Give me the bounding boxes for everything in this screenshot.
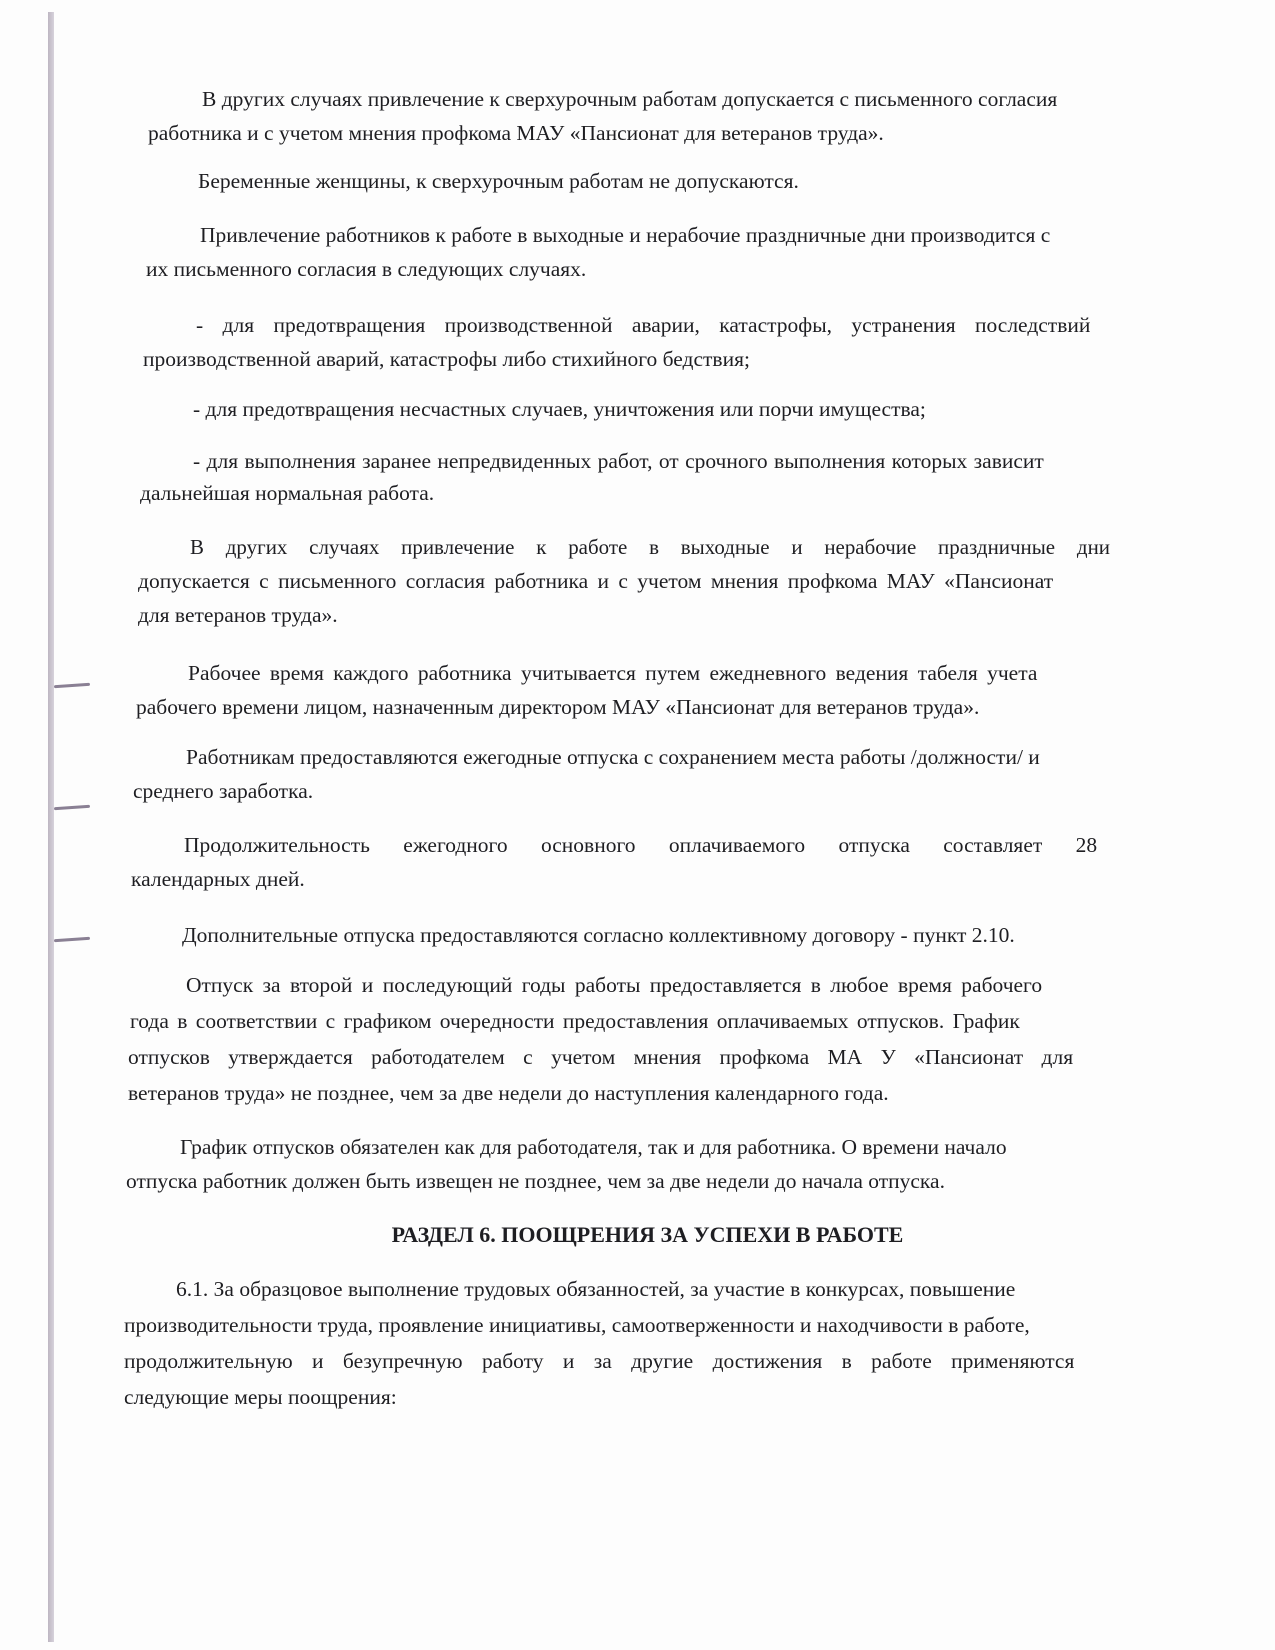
text-line: следующие меры поощрения:	[124, 1385, 397, 1409]
text-line: Беременные женщины, к сверхурочным работам не допускаются.	[198, 169, 799, 193]
text-line: производственной аварий, катастрофы либо стихийного бедствия;	[143, 347, 750, 371]
text-line: Отпуск за второй и последующий годы работы предоставляется в любое время рабочего	[186, 973, 1043, 997]
text-line: продолжительную и безупречную работу и за другие достижения в работе применяются	[124, 1349, 1075, 1373]
text-line: отпусков утверждается работодателем с учетом мнения профкома МА У «Пансионат для	[128, 1045, 1074, 1069]
text-line: среднего заработка.	[133, 779, 314, 803]
text-line: производительности труда, проявление инициативы, самоотверженности и находчивости в работе,	[124, 1313, 1030, 1337]
section-heading: РАЗДЕЛ 6. ПООЩРЕНИЯ ЗА УСПЕХИ В РАБОТЕ	[391, 1222, 904, 1247]
text-line: 6.1. За образцовое выполнение трудовых обязанностей, за участие в конкурсах, повышение	[176, 1277, 1016, 1301]
text-line: отпуска работник должен быть извещен не позднее, чем за две недели до начала отпуска.	[126, 1169, 945, 1193]
text-line: В других случаях привлечение к работе в выходные и нерабочие праздничные дни	[190, 535, 1110, 559]
line-text: В других случаях привлечение к сверхурочным работам допускается с письменного согласия	[202, 87, 1058, 111]
text-line: допускается с письменного согласия работника и с учетом мнения профкома МАУ «Пансионат	[138, 569, 1054, 593]
text-line: года в соответствии с графиком очередности предоставления оплачиваемых отпусков. График	[130, 1009, 1020, 1033]
text-line: Привлечение работников к работе в выходные и нерабочие праздничные дни производится с	[200, 223, 1051, 247]
text-line: Рабочее время каждого работника учитывается путем ежедневного ведения табеля учета	[188, 661, 1038, 685]
staple-mark	[54, 937, 90, 943]
staple-mark	[54, 805, 90, 811]
text-line: календарных дней.	[131, 867, 305, 891]
text-line: - для выполнения заранее непредвиденных работ, от срочного выполнения которых зависит	[193, 449, 1044, 473]
binding-edge	[48, 12, 54, 1642]
text-line: - для предотвращения несчастных случаев, уничтожения или порчи имущества;	[193, 397, 926, 421]
text-line: для ветеранов труда».	[138, 603, 338, 627]
text-line: их письменного согласия в следующих случаях.	[146, 257, 587, 281]
text-line	[150, 86, 1105, 112]
text-line: работника и с учетом мнения профкома МАУ «Пансионат для ветеранов труда».	[148, 121, 884, 145]
text-line: Работникам предоставляются ежегодные отпуска с сохранением места работы /должности/ и	[186, 745, 1040, 769]
text-line: Продолжительность ежегодного основного оплачиваемого отпуска составляет 28	[184, 833, 1098, 857]
text-line: Дополнительные отпуска предоставляются согласно коллективному договору - пункт 2.10.	[182, 923, 1015, 947]
text-line: рабочего времени лицом, назначенным директором МАУ «Пансионат для ветеранов труда».	[136, 695, 980, 719]
staple-mark	[54, 683, 90, 689]
text-line: График отпусков обязателен как для работодателя, так и для работника. О времени начало	[180, 1135, 1007, 1159]
text-line: ветеранов труда» не позднее, чем за две недели до наступления календарного года.	[128, 1081, 889, 1105]
text-line: - для предотвращения производственной аварии, катастрофы, устранения последствий	[196, 313, 1091, 337]
text-line: дальнейшая нормальная работа.	[140, 481, 435, 505]
